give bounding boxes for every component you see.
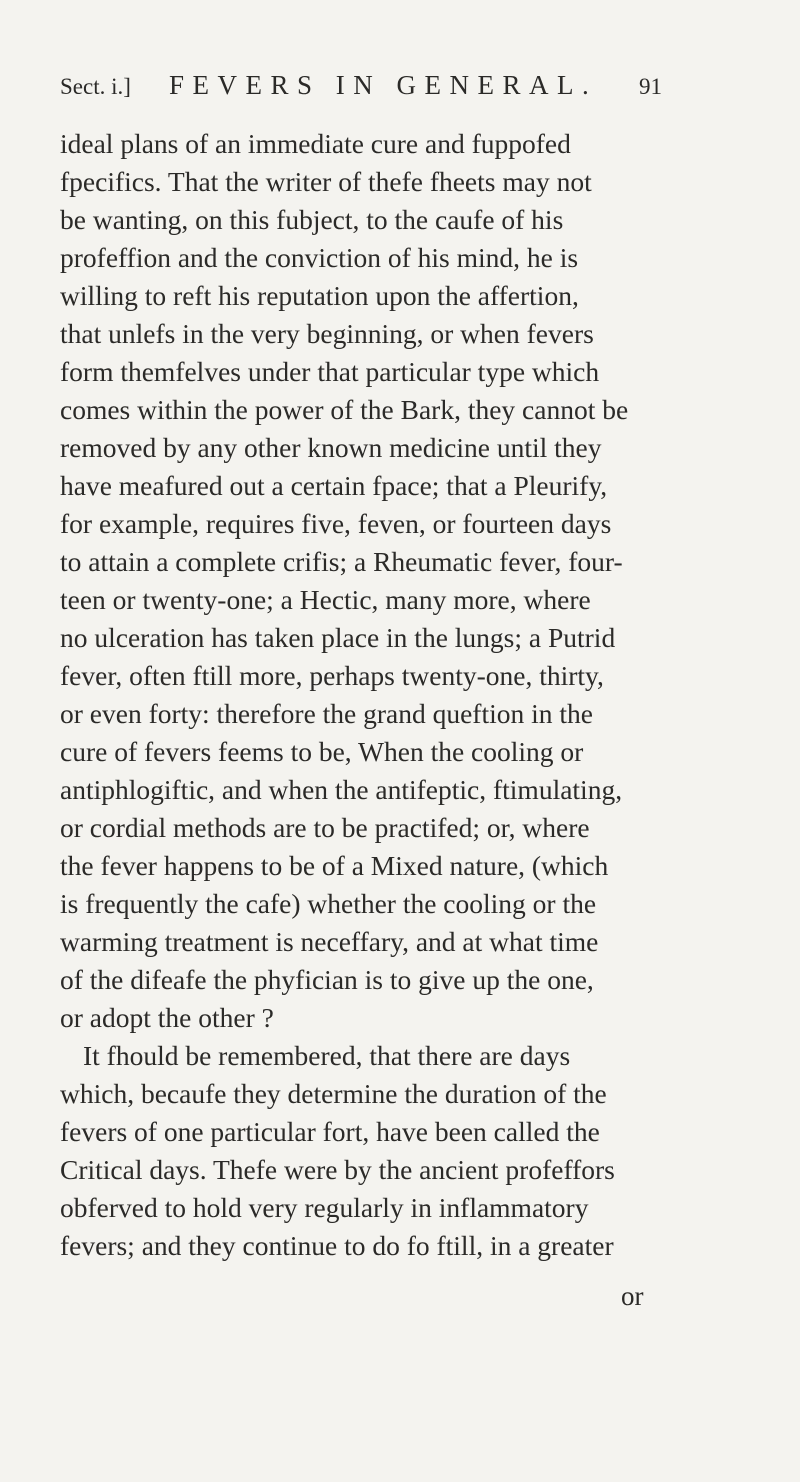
- text-line: to attain a complete crifis; a Rheumatic fever, four-: [60, 546, 623, 577]
- running-title: FEVERS IN GENERAL.: [169, 70, 598, 100]
- text-line: warming treatment is neceffary, and at what time: [60, 926, 599, 957]
- text-line: fpecifics. That the writer of thefe fheets may not: [60, 166, 592, 197]
- text-line: form themfelves under that particular type which: [60, 356, 600, 387]
- text-line: antiphlogiftic, and when the antifeptic, ftimulating,: [60, 774, 623, 805]
- text-line: comes within the power of the Bark, they cannot be: [60, 394, 629, 425]
- text-line: no ulceration has taken place in the lungs; a Putrid: [60, 622, 616, 653]
- text-line: willing to reft his reputation upon the affertion,: [60, 280, 579, 311]
- text-line: teen or twenty-one; a Hectic, many more, where: [60, 584, 591, 615]
- section-mark: Sect. i.]: [60, 74, 131, 99]
- text-line: fevers; and they continue to do fo ftill, in a greater: [60, 1230, 614, 1261]
- catchword: or: [621, 1281, 644, 1311]
- text-line: or cordial methods are to be practifed; or, where: [60, 812, 590, 843]
- text-line: for example, requires five, feven, or fourteen days: [60, 508, 612, 539]
- text-line: It fhould be remembered, that there are days: [83, 1040, 571, 1071]
- text-line: removed by any other known medicine until they: [60, 432, 602, 463]
- text-line: cure of fevers feems to be, When the cooling or: [60, 736, 584, 767]
- text-line: obferved to hold very regularly in inflammatory: [60, 1192, 589, 1223]
- page-header: [60, 70, 660, 110]
- text-line: which, becaufe they determine the duration of the: [60, 1078, 607, 1109]
- text-line: fever, often ftill more, perhaps twenty-one, thirty,: [60, 660, 604, 691]
- text-line: have meafured out a certain fpace; that a Pleurify,: [60, 470, 608, 501]
- text-line: the fever happens to be of a Mixed nature, (which: [60, 850, 609, 881]
- text-line: Critical days. Thefe were by the ancient profeffors: [60, 1154, 615, 1185]
- text-line: of the difeafe the phyfician is to give up the one,: [60, 964, 594, 995]
- text-line: be wanting, on this fubject, to the caufe of his: [60, 204, 564, 235]
- text-line: that unlefs in the very beginning, or when fevers: [60, 318, 594, 349]
- text-line: profeffion and the conviction of his mind, he is: [60, 242, 579, 273]
- text-line: fevers of one particular fort, have been called the: [60, 1116, 600, 1147]
- page-number: 91: [639, 74, 662, 99]
- text-line: is frequently the cafe) whether the cooling or the: [60, 888, 597, 919]
- text-line: or even forty: therefore the grand queftion in the: [60, 698, 593, 729]
- text-line: ideal plans of an immediate cure and fuppofed: [60, 128, 571, 159]
- text-line: or adopt the other ?: [60, 1002, 274, 1033]
